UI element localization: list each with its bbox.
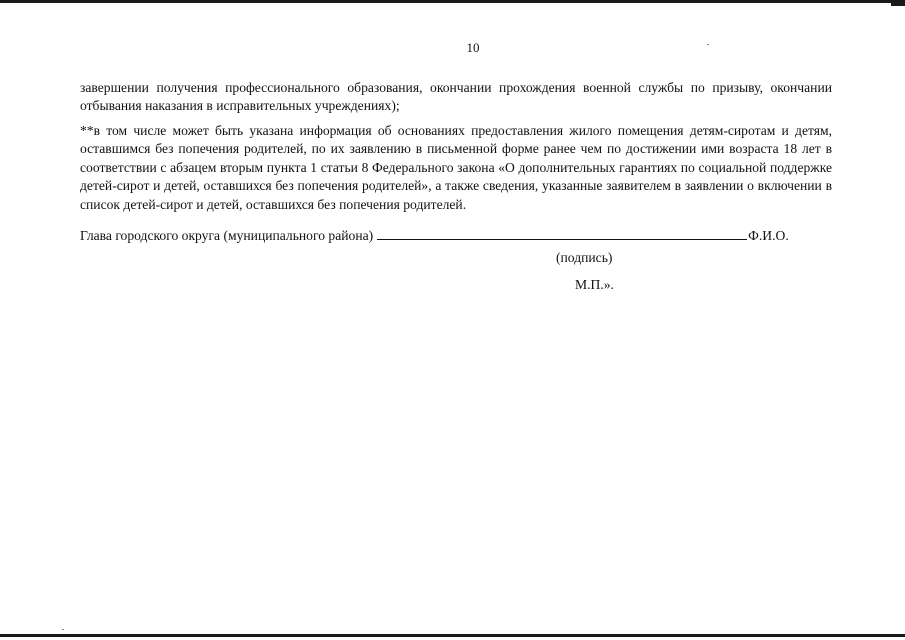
- page-number: 10: [466, 40, 480, 55]
- signature-caption: (подпись): [556, 250, 613, 265]
- signature-label: Глава городского округа (муниципального района): [80, 228, 374, 243]
- scan-border-bottom: [0, 634, 905, 637]
- scan-speck: [62, 629, 64, 630]
- signature-fio: Ф.И.О.: [748, 228, 789, 243]
- signature-line: [80, 226, 832, 245]
- paragraph-continuation: завершении получения профессионального образования, окончании прохождения военной службы по призыву, окончании отбывания наказания в исправительных учреждениях);: [80, 80, 832, 114]
- stamp-placeholder: М.П.».: [575, 277, 614, 292]
- scan-border-corner: [891, 0, 905, 6]
- paragraph-footnote: **в том числе может быть указана информация об основаниях предоставления жилого помещения детям-сиротам и детям, оставшимся без попечения родителей, по их заявлению в письменной форме ранее чем по достижении ими возраста 18 лет в соответствии с абзацем вторым пункта 1 статьи 8 Федерального закона «О дополнительных гарантиях по социальной поддержке детей-сирот и детей, оставшихся без попечения родителей», а также сведения, указанные заявителем в заявлении о включении в список детей-сирот и детей, оставшихся без попечения родителей.: [80, 123, 832, 212]
- signature-blank: [377, 226, 747, 240]
- scan-border-top: [0, 0, 905, 3]
- scan-speck: [707, 44, 709, 45]
